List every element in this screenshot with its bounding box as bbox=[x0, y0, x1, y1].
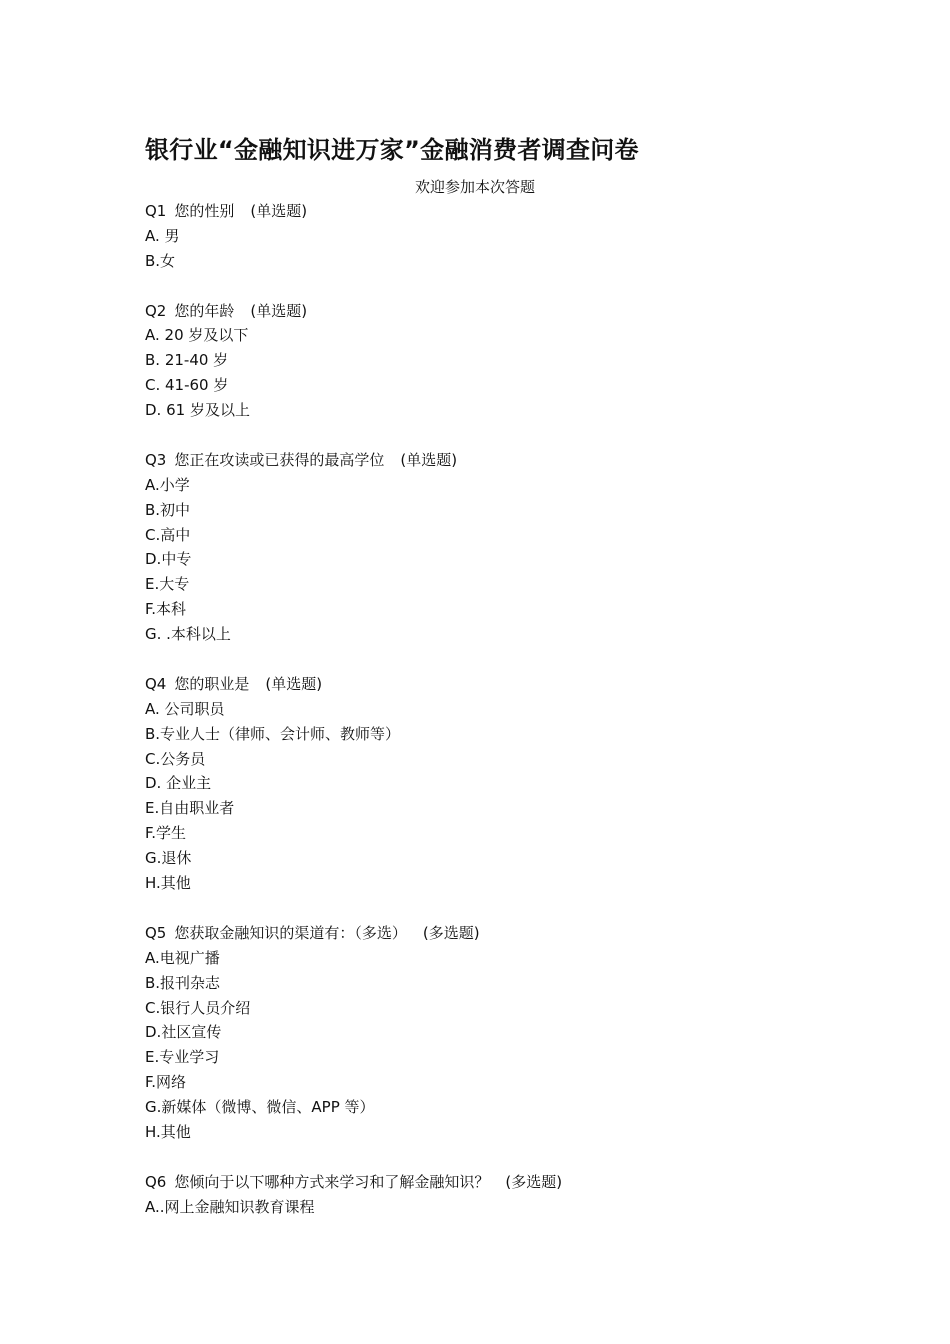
answer-option: C.公务员 bbox=[145, 749, 206, 768]
question-number: Q1 bbox=[145, 202, 167, 220]
answer-option: H.其他 bbox=[145, 874, 191, 893]
question-text: 您正在攻读或已获得的最高学位 bbox=[174, 450, 385, 469]
answer-option: A. 公司职员 bbox=[145, 699, 225, 718]
question-number: Q6 bbox=[145, 1172, 167, 1191]
document-subtitle: 欢迎参加本次答题 bbox=[414, 178, 535, 196]
question-text: 您的年龄 bbox=[174, 301, 235, 320]
blank-line bbox=[145, 896, 845, 921]
answer-option: H.其他 bbox=[145, 1122, 191, 1141]
question-text: 您的性别 bbox=[174, 202, 235, 220]
answer-option: A. 男 bbox=[145, 226, 180, 245]
answer-option: C.高中 bbox=[145, 525, 191, 544]
question-type: (多选题) bbox=[422, 923, 480, 942]
question-number: Q4 bbox=[145, 674, 167, 693]
answer-option: A.电视广播 bbox=[145, 948, 220, 967]
question-type: (单选题) bbox=[400, 450, 458, 469]
answer-option: B. 21-40 岁 bbox=[145, 351, 229, 370]
answer-option: B.专业人士（律师、会计师、教师等） bbox=[145, 724, 401, 743]
question-type: (单选题) bbox=[265, 674, 323, 693]
answer-option: E.大专 bbox=[145, 575, 190, 594]
question-text: 您获取金融知识的渠道有：（多选） bbox=[174, 923, 407, 942]
question-list bbox=[145, 199, 845, 1220]
question-type: (多选题) bbox=[505, 1172, 563, 1191]
blank-line bbox=[145, 647, 845, 672]
question-heading bbox=[145, 199, 845, 224]
answer-option: G.新媒体（微博、微信、APP 等） bbox=[145, 1098, 375, 1117]
answer-option: E.专业学习 bbox=[145, 1048, 220, 1067]
question-heading bbox=[145, 1170, 845, 1195]
answer-option: A. 20 岁及以下 bbox=[145, 326, 249, 345]
answer-option: B.报刊杂志 bbox=[145, 973, 221, 992]
question-text: 您的职业是 bbox=[174, 674, 250, 693]
answer-option: A.小学 bbox=[145, 475, 190, 494]
answer-option: D.中专 bbox=[145, 550, 192, 569]
question-text: 您倾向于以下哪种方式来学习和了解金融知识？ bbox=[174, 1172, 490, 1191]
answer-option: C. 41-60 岁 bbox=[145, 376, 229, 395]
answer-option: B.初中 bbox=[145, 500, 191, 519]
answer-option: D. 61 岁及以上 bbox=[145, 401, 250, 420]
answer-option: C.银行人员介绍 bbox=[145, 998, 251, 1017]
question-heading bbox=[145, 299, 845, 324]
question-heading bbox=[145, 672, 845, 697]
answer-option: F.网络 bbox=[145, 1073, 186, 1092]
question-heading bbox=[145, 448, 845, 473]
answer-option: D.社区宣传 bbox=[145, 1023, 222, 1042]
question-heading bbox=[145, 921, 845, 946]
answer-option: B.女 bbox=[145, 251, 176, 270]
answer-option: A..网上金融知识教育课程 bbox=[145, 1197, 315, 1216]
answer-option: G. .本科以上 bbox=[145, 625, 231, 644]
question-type: (单选题) bbox=[250, 202, 308, 220]
blank-line bbox=[145, 274, 845, 299]
answer-option: F.本科 bbox=[145, 600, 186, 619]
blank-line bbox=[145, 423, 845, 448]
answer-option: D. 企业主 bbox=[145, 774, 212, 793]
question-number: Q5 bbox=[145, 923, 167, 942]
question-number: Q2 bbox=[145, 301, 167, 320]
document-title: 银行业“金融知识进万家”金融消费者调查问卷 bbox=[145, 136, 639, 164]
blank-line bbox=[145, 1145, 845, 1170]
answer-option: E.自由职业者 bbox=[145, 799, 235, 818]
answer-option: F.学生 bbox=[145, 824, 186, 843]
answer-option: G.退休 bbox=[145, 849, 192, 868]
question-number: Q3 bbox=[145, 450, 167, 469]
question-type: (单选题) bbox=[250, 301, 308, 320]
